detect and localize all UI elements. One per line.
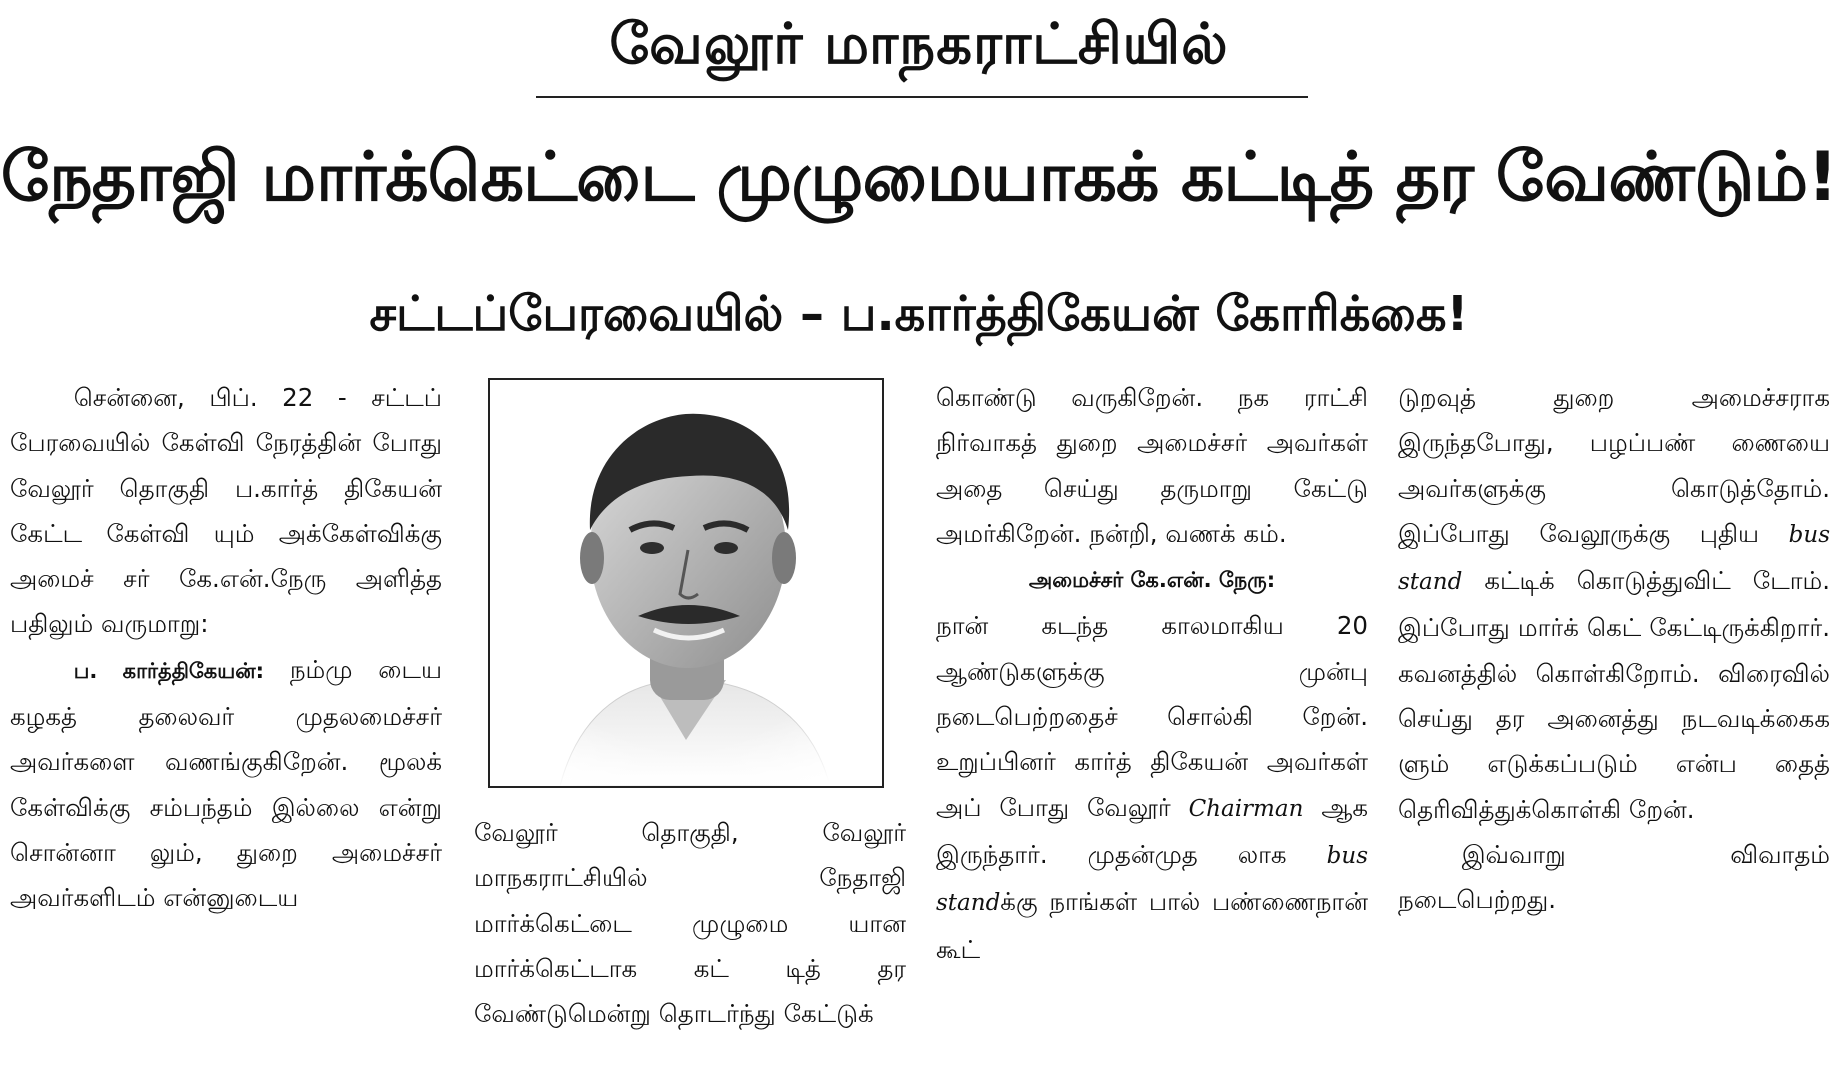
column-2-paragraph-1: வேலூர் தொகுதி, வேலூர் மாநகராட்சியில் நேதாஜி மார்க்கெட்டை முழுமை யான மார்க்கெட்டாக கட் டித் தர வேண்டுமென்று தொடர்ந்து கேட்டுக்	[474, 818, 906, 1029]
article-column-3	[936, 375, 1368, 972]
column-4-paragraph-1	[1398, 375, 1830, 832]
speaker-label-karthikeyan: ப. கார்த்திகேயன்:	[73, 658, 265, 683]
column-4-paragraph-2: இவ்வாறு விவாதம் நடைபெற்றது.	[1398, 839, 1830, 915]
column-4-text-a: டுறவுத் துறை அமைச்சராக இருந்தபோது, பழப்பண் ணையை அவர்களுக்கு கொடுத்தோம். இப்போது வேலூருக்கு புதிய	[1398, 383, 1830, 548]
portrait-photo	[488, 378, 884, 788]
portrait-illustration	[490, 380, 882, 786]
kicker-heading: வேலூர் மாநகராட்சியில்	[609, 12, 1229, 77]
column-1-paragraph-2-text: நம்மு டைய கழகத் தலைவர் முதலமைச்சர் அவர்களை வணங்குகிறேன். மூலக் கேள்விக்கு சம்பந்தம் இல்லை என்று சொன்னா லும், துறை அமைச்சர் அவர்களிடம் என்னுடைய	[10, 654, 442, 913]
kicker-underline	[536, 96, 1308, 98]
column-3-paragraph-1: கொண்டு வருகிறேன். நக ராட்சி நிர்வாகத் துறை அமைச்சர் அவர்கள் அதை செய்து தருமாறு கேட்டு அமர்கிறேன். நன்றி, வணக் கம்.	[936, 383, 1368, 548]
column-4-text-c: கட்டிக் கொடுத்துவிட் டோம். இப்போது மார்க் கெட் கேட்டிருக்கிறார். கவனத்தில் கொள்கிறோம். விரைவில் செய்து தர அனைத்து நடவடிக்கைக ளும் எடுக்கப்படும் என்ப தைத் தெரிவித்துக்கொள்கி றேன்.	[1398, 566, 1830, 824]
article-column-2	[474, 810, 906, 1036]
column-3-paragraph-2	[936, 603, 1368, 971]
english-word-bus-stand: bus stand	[936, 842, 1368, 917]
sub-headline: சட்டப்பேரவையில் – ப.கார்த்திகேயன் கோரிக்கை!	[369, 286, 1469, 342]
column-1-paragraph-2	[10, 647, 442, 921]
english-word-bus-stand-2: bus stand	[1398, 521, 1830, 596]
article-column-4	[1398, 375, 1830, 923]
column-1-paragraph-1: சென்னை, பிப். 22 - சட்டப் பேரவையில் கேள்வி நேரத்தின் போது வேலூர் தொகுதி ப.கார்த் திகேயன் கேட்ட கேள்வி யும் அக்கேள்விக்கு அமைச் சர் கே.என்.நேரு அளித்த பதிலும் வருமாறு:	[10, 383, 442, 639]
english-word-chairman: Chairman	[1188, 795, 1304, 822]
column-3-text-c: ஆக இருந்தார். முதன்முத லாக	[936, 792, 1368, 869]
article-column-1	[10, 375, 442, 921]
column-3-text-a: நான் கடந்த காலமாகிய 20 ஆண்டுகளுக்கு முன்பு நடைபெற்றதைச் சொல்கி றேன். உறுப்பினர் கார்த் திகேயன் அவர்கள் அப் போது வேலூர்	[936, 611, 1368, 822]
main-headline: நேதாஜி மார்க்கெட்டை முழுமையாகக் கட்டித் தர வேண்டும்!	[0, 138, 1838, 217]
column-3-speaker-line	[936, 556, 1368, 603]
column-3-text-e: க்கு நாங்கள் பால் பண்ணைநான் கூட்	[936, 887, 1368, 964]
speaker-label-nehru: அமைச்சர் கே.என். நேரு:	[1028, 568, 1276, 593]
